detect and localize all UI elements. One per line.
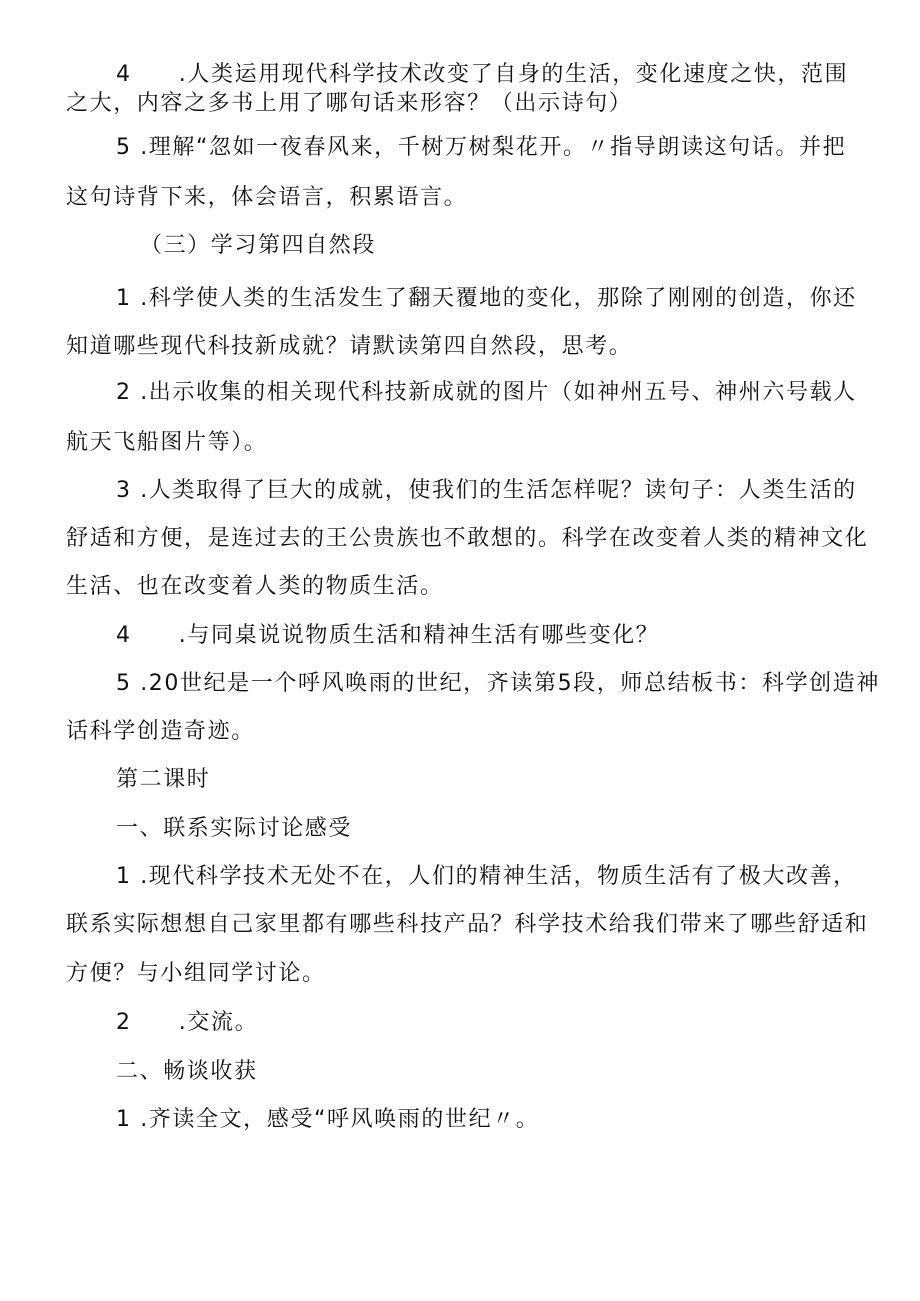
item-5-line-1: 5 .20世纪是一个呼风唤雨的世纪，齐读第5段，师总结板书：科学创造神 bbox=[116, 671, 880, 696]
section-2-item-1: 1 .齐读全文，感受“呼风唤雨的世纪〃。 bbox=[116, 1107, 540, 1132]
paragraph-4-line-1: 4 .人类运用现代科学技术改变了自身的生活，变化速度之快，范围 bbox=[116, 62, 849, 87]
item-3-line-2: 舒适和方便，是连过去的王公贵族也不敢想的。科学在改变着人类的精神文化 bbox=[66, 526, 869, 551]
paragraph-5-line-1: 5 .理解“忽如一夜春风来，千树万树梨花开。〃指导朗读这句话。并把 bbox=[116, 135, 847, 160]
item-2-line-2: 航天飞船图片等）。 bbox=[66, 430, 268, 455]
lesson-2-item-2: 2 .交流。 bbox=[116, 1010, 259, 1035]
item-3-line-3: 生活、也在改变着人类的物质生活。 bbox=[66, 574, 444, 599]
paragraph-4-line-2: 之大，内容之多书上用了哪句话来形容？（出示诗句） bbox=[66, 91, 633, 116]
paragraph-5-line-2: 这句诗背下来，体会语言，积累语言。 bbox=[66, 185, 468, 210]
item-3-line-1: 3 .人类取得了巨大的成就，使我们的生活怎样呢？读句子：人类生活的 bbox=[116, 478, 857, 503]
item-4-line-1: 4 .与同桌说说物质生活和精神生活有哪些变化？ bbox=[116, 623, 660, 648]
lesson-2-item-1-line-1: 1 .现代科学技术无处不在，人们的精神生活，物质生活有了极大改善， bbox=[116, 864, 857, 889]
section-heading-3: （三）学习第四自然段 bbox=[140, 233, 377, 258]
lesson-2-item-1-line-2: 联系实际想想自己家里都有哪些科技产品？科学技术给我们带来了哪些舒适和 bbox=[66, 912, 869, 937]
item-1-line-1: 1 .科学使人类的生活发生了翻天覆地的变化，那除了刚刚的创造，你还 bbox=[116, 286, 857, 311]
item-5-line-2: 话科学创造奇迹。 bbox=[66, 719, 255, 744]
lesson-2-item-1-line-3: 方便？与小组同学讨论。 bbox=[66, 961, 326, 986]
item-2-line-1: 2 .出示收集的相关现代科技新成就的图片（如神州五号、神州六号载人 bbox=[116, 380, 857, 405]
section-heading-1: 一、联系实际讨论感受 bbox=[116, 816, 353, 841]
lesson-2-heading: 第二课时 bbox=[116, 767, 211, 792]
section-heading-2: 二、畅谈收获 bbox=[116, 1059, 258, 1084]
item-1-line-2: 知道哪些现代科技新成就？请默读第四自然段，思考。 bbox=[66, 334, 633, 359]
